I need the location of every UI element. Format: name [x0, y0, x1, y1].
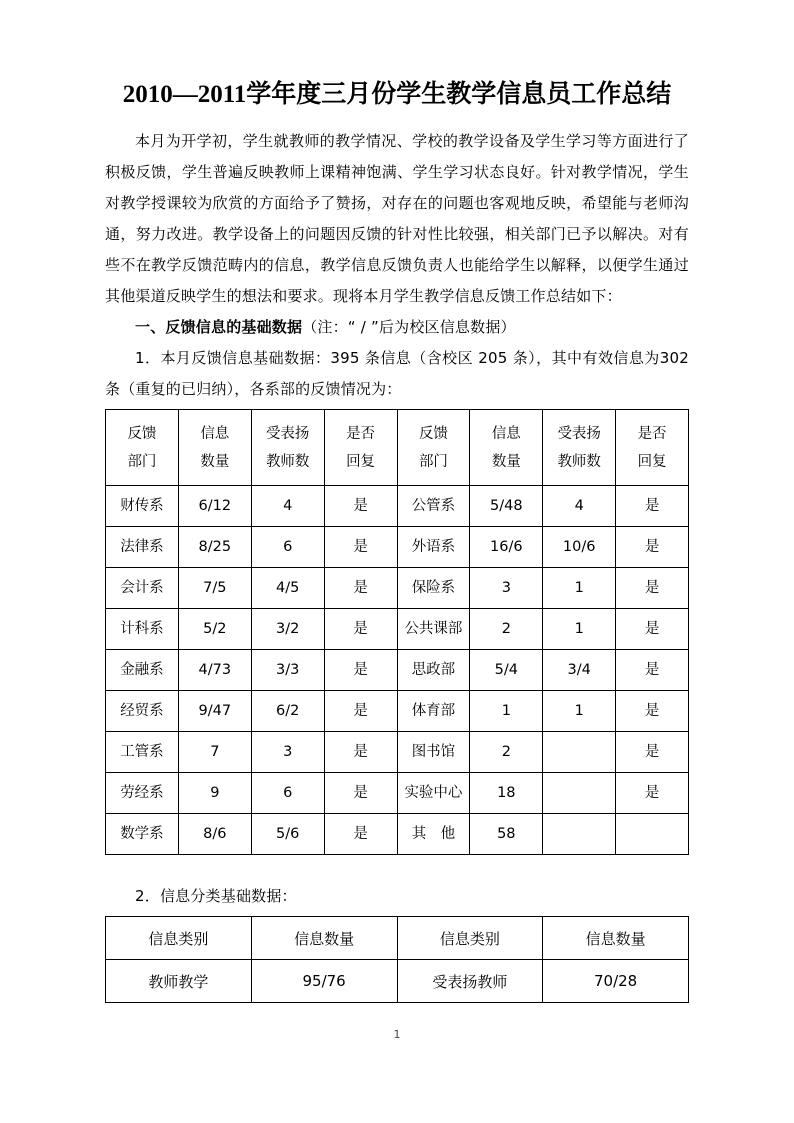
- department-table-body: [106, 486, 689, 855]
- header-line-2: 部门: [127, 453, 157, 470]
- cell-dept-1: 经贸系: [106, 691, 179, 732]
- cell-praised-1: 6: [251, 527, 324, 568]
- department-feedback-table: [105, 409, 689, 855]
- cell-replied-2: 是: [616, 486, 689, 527]
- cell-replied-1: 是: [324, 814, 397, 855]
- cell-praised-2: 4: [543, 486, 616, 527]
- table-gap-spacer: [105, 855, 689, 881]
- cell-dept-1: 计科系: [106, 609, 179, 650]
- table-row: [106, 960, 689, 1003]
- cell-count-1: 4/73: [178, 650, 251, 691]
- cell-count-1: 95/76: [251, 960, 397, 1003]
- cell-dept-2: 外语系: [397, 527, 470, 568]
- header-line-1: 受表扬: [265, 425, 310, 442]
- cell-dept-1: 劳经系: [106, 773, 179, 814]
- section-heading-1-note: （注：“ / ”后为校区信息数据）: [302, 318, 516, 336]
- table-row: [106, 691, 689, 732]
- cell-dept-1: 数学系: [106, 814, 179, 855]
- document-content: [105, 78, 689, 1003]
- cell-count-1: 8/6: [178, 814, 251, 855]
- cell-praised-2: [543, 814, 616, 855]
- table-header-row: [106, 917, 689, 960]
- cell-replied-1: 是: [324, 732, 397, 773]
- cell-count-1: 5/2: [178, 609, 251, 650]
- header-line-1: 反馈: [418, 425, 448, 442]
- header-line-1: 信息: [200, 425, 230, 442]
- cell-count-2: 16/6: [470, 527, 543, 568]
- header-line-1: 反馈: [127, 425, 157, 442]
- cell-dept-2: 保险系: [397, 568, 470, 609]
- cell-count-2: 5/48: [470, 486, 543, 527]
- table-header-row: [106, 410, 689, 486]
- cell-replied-1: 是: [324, 773, 397, 814]
- cell-dept-1: 财传系: [106, 486, 179, 527]
- table-row: [106, 773, 689, 814]
- cell-praised-2: 1: [543, 691, 616, 732]
- cell-replied-1: 是: [324, 691, 397, 732]
- table-row: [106, 568, 689, 609]
- header-line-2: 回复: [346, 453, 376, 470]
- cell-category-1: 教师教学: [106, 960, 252, 1003]
- page-title: 2010—2011学年度三月份学生教学信息员工作总结: [122, 81, 672, 108]
- cell-dept-2: 体育部: [397, 691, 470, 732]
- cell-replied-2: 是: [616, 691, 689, 732]
- cell-replied-1: 是: [324, 609, 397, 650]
- header-line-2: 教师数: [557, 453, 601, 470]
- col-header-count-1: 信息数量: [251, 917, 397, 960]
- header-line-2: 部门: [418, 453, 448, 470]
- table-row: [106, 486, 689, 527]
- cell-dept-2: 思政部: [397, 650, 470, 691]
- cell-praised-1: 3/3: [251, 650, 324, 691]
- section-heading-1: [105, 312, 689, 343]
- intro-paragraph: 本月为开学初，学生就教师的教学情况、学校的教学设备及学生学习等方面进行了积极反馈，学生普遍反映教师上课精神饱满、学生学习状态良好。针对教学情况，学生对教学授课较为欣赏的方面给予了赞扬，对存在的问题也客观地反映，希望能与老师沟通，努力改进。教学设备上的问题因反馈的针对性比较强，相关部门已予以解决。对有些不在教学反馈范畴内的信息，教学信息反馈负责人也能给学生以解释，以便学生通过其他渠道反映学生的想法和要求。现将本月学生教学信息反馈工作总结如下：: [105, 132, 689, 305]
- cell-replied-1: 是: [324, 486, 397, 527]
- cell-dept-2: 图书馆: [397, 732, 470, 773]
- cell-praised-2: 10/6: [543, 527, 616, 568]
- cell-praised-2: [543, 732, 616, 773]
- cell-count-1: 7/5: [178, 568, 251, 609]
- cell-count-2: 1: [470, 691, 543, 732]
- header-line-2: 数量: [491, 453, 521, 470]
- header-line-1: 信息: [491, 425, 521, 442]
- cell-replied-2: 是: [616, 568, 689, 609]
- cell-count-2: 2: [470, 609, 543, 650]
- header-line-2: 回复: [637, 453, 667, 470]
- cell-count-2: 3: [470, 568, 543, 609]
- cell-dept-2: 实验中心: [397, 773, 470, 814]
- cell-dept-2: 公共课部: [397, 609, 470, 650]
- cell-replied-1: 是: [324, 527, 397, 568]
- table-row: [106, 732, 689, 773]
- col-header-category-1: 信息类别: [106, 917, 252, 960]
- cell-count-1: 8/25: [178, 527, 251, 568]
- cell-praised-1: 5/6: [251, 814, 324, 855]
- cell-praised-1: 6: [251, 773, 324, 814]
- cell-count-1: 6/12: [178, 486, 251, 527]
- section-item-2-text: 2．信息分类基础数据：: [135, 887, 297, 905]
- col-header-count-1: [178, 410, 251, 486]
- cell-praised-1: 4: [251, 486, 324, 527]
- cell-count-2: 58: [470, 814, 543, 855]
- cell-count-2: 70/28: [543, 960, 689, 1003]
- cell-praised-2: [543, 773, 616, 814]
- cell-category-2: 受表扬教师: [397, 960, 543, 1003]
- page-number: 1: [393, 1028, 401, 1041]
- table-row: [106, 650, 689, 691]
- cell-replied-2: 是: [616, 732, 689, 773]
- cell-dept-1: 工管系: [106, 732, 179, 773]
- header-line-2: 教师数: [265, 453, 310, 470]
- category-data-table: [105, 916, 689, 1003]
- cell-praised-1: 4/5: [251, 568, 324, 609]
- cell-praised-2: 3/4: [543, 650, 616, 691]
- cell-praised-2: 1: [543, 609, 616, 650]
- header-line-1: 受表扬: [557, 425, 601, 442]
- col-header-count-2: 信息数量: [543, 917, 689, 960]
- header-line-1: 是否: [346, 425, 376, 442]
- cell-dept-1: 金融系: [106, 650, 179, 691]
- table-row: [106, 609, 689, 650]
- col-header-dept-1: [106, 410, 179, 486]
- category-table-body: [106, 960, 689, 1003]
- cell-count-2: 18: [470, 773, 543, 814]
- cell-replied-1: 是: [324, 650, 397, 691]
- section-item-1-text: 1．本月反馈信息基础数据：395 条信息（含校区 205 条），其中有效信息为302 条（重复的已归纳），各系部的反馈情况为：: [105, 349, 689, 398]
- cell-praised-1: 3/2: [251, 609, 324, 650]
- cell-count-1: 9: [178, 773, 251, 814]
- cell-replied-2: [616, 814, 689, 855]
- cell-replied-2: 是: [616, 609, 689, 650]
- cell-count-1: 9/47: [178, 691, 251, 732]
- cell-replied-2: 是: [616, 773, 689, 814]
- cell-count-2: 2: [470, 732, 543, 773]
- col-header-praised-2: [543, 410, 616, 486]
- section-heading-1-bold: 一、反馈信息的基础数据: [135, 318, 303, 336]
- col-header-praised-1: [251, 410, 324, 486]
- col-header-category-2: 信息类别: [397, 917, 543, 960]
- col-header-count-2: [470, 410, 543, 486]
- cell-replied-2: 是: [616, 650, 689, 691]
- cell-praised-2: 1: [543, 568, 616, 609]
- cell-dept-2: 其 他: [397, 814, 470, 855]
- table-row: [106, 814, 689, 855]
- cell-dept-1: 法律系: [106, 527, 179, 568]
- cell-count-2: 5/4: [470, 650, 543, 691]
- cell-dept-1: 会计系: [106, 568, 179, 609]
- cell-replied-2: 是: [616, 527, 689, 568]
- cell-praised-1: 6/2: [251, 691, 324, 732]
- cell-count-1: 7: [178, 732, 251, 773]
- cell-replied-1: 是: [324, 568, 397, 609]
- cell-praised-1: 3: [251, 732, 324, 773]
- col-header-replied-1: [324, 410, 397, 486]
- table-row: [106, 527, 689, 568]
- col-header-dept-2: [397, 410, 470, 486]
- header-line-2: 数量: [200, 453, 230, 470]
- cell-dept-2: 公管系: [397, 486, 470, 527]
- header-line-1: 是否: [637, 425, 667, 442]
- col-header-replied-2: [616, 410, 689, 486]
